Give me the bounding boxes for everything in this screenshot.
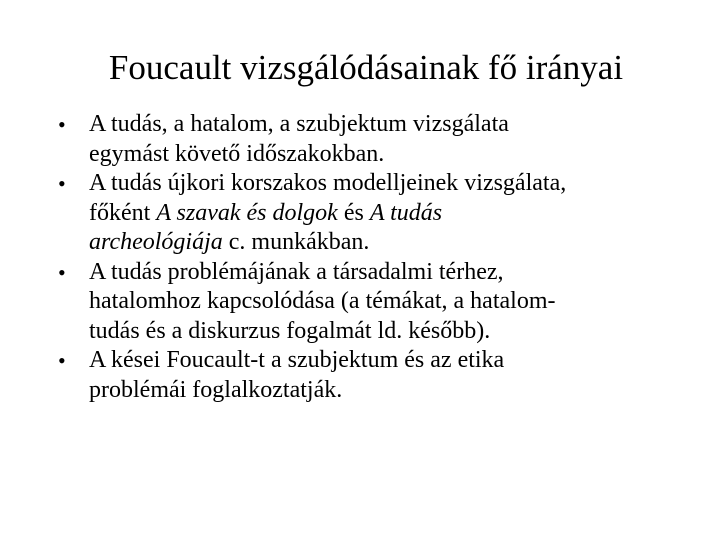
- bullet-3-line-2: hatalomhoz kapcsolódása (a témákat, a hatalom-: [89, 288, 556, 314]
- book-title-szavak: A szavak és dolgok: [156, 199, 338, 226]
- bullet-2-line-2: [89, 199, 698, 229]
- bullet-item-3: [58, 258, 698, 347]
- bullet-dot-icon: •: [58, 171, 66, 196]
- bullet-4-line-2: problémái foglalkoztatják.: [89, 376, 343, 403]
- bullet-2-text-c: c. munkákban.: [222, 229, 370, 255]
- bullet-item-1: [58, 110, 698, 169]
- bullet-4-line-1: A kései Foucault-t a szubjektum és az etika: [89, 347, 505, 373]
- bullet-2-text-b: és: [337, 199, 370, 226]
- bullet-dot-icon: •: [58, 259, 66, 285]
- book-title-archeologia: archeológiája: [89, 229, 223, 255]
- bullet-2-text-a: főként: [89, 199, 157, 226]
- bullet-item-4: [58, 346, 698, 405]
- bullet-1-line-2: egymást követő időszakokban.: [89, 140, 385, 167]
- bullet-2-line-3: [89, 228, 698, 258]
- slide-title: Foucault vizsgálódásainak fő irányai: [108, 48, 624, 87]
- bullet-list: [58, 110, 698, 405]
- bullet-dot-icon: •: [58, 112, 66, 137]
- bullet-3-line-1: A tudás problémájának a társadalmi térhez,: [89, 258, 504, 285]
- bullet-1-line-1: A tudás, a hatalom, a szubjektum vizsgálata: [89, 111, 509, 137]
- book-title-tudas: A tudás: [369, 199, 443, 226]
- bullet-2-line-1: A tudás újkori korszakos modelljeinek vizsgálata,: [89, 170, 567, 196]
- bullet-3-line-3: tudás és a diskurzus fogalmát ld. később).: [89, 317, 491, 344]
- bullet-item-2: [58, 169, 698, 258]
- bullet-dot-icon: •: [58, 348, 66, 373]
